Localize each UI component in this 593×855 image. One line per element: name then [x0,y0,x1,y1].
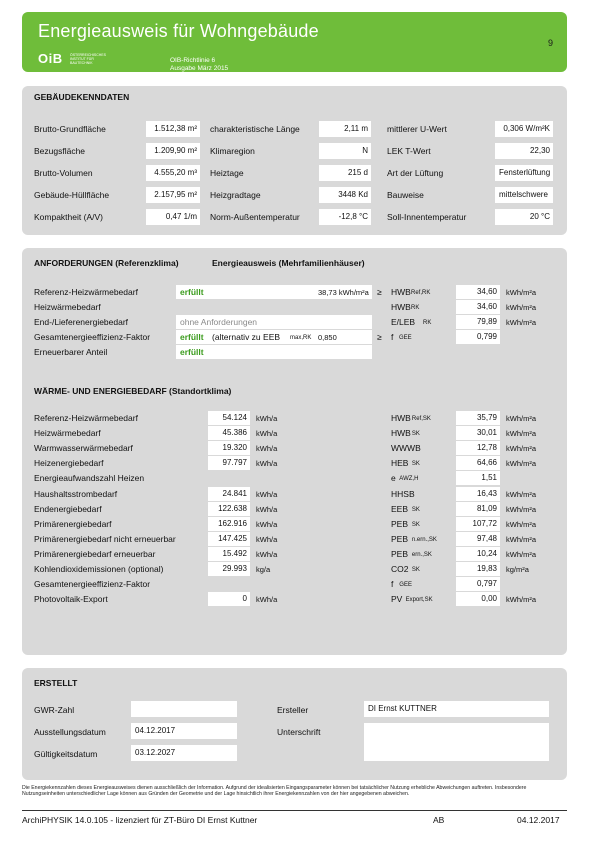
indicator-value: 34,60 [456,285,500,299]
requirement-status-box [176,345,372,359]
energy-unit: kWh/a [256,550,278,559]
energy-unit: kg/a [256,565,271,574]
energy-indicator-code: e [391,473,396,483]
building-field-label: Heiztage [210,168,244,178]
comparison-sign: ≥ [377,332,382,342]
requirement-label: Erneuerbarer Anteil [34,347,108,357]
energy-value: 54.124 [208,411,250,425]
energy-indicator-code: EEB [391,504,409,514]
energy-indicator-value: 64,66 [456,456,500,470]
energy-label: Heizwärmebedarf [34,428,101,438]
gwr-label: GWR-Zahl [34,705,75,715]
building-field-value: N [319,143,371,159]
creator-field: DI Ernst KUTTNER [364,701,549,717]
energy-label: Endenergiebedarf [34,504,102,514]
energy-label: Energieaufwandszahl Heizen [34,473,145,483]
building-field-label: Brutto-Grundfläche [34,124,106,134]
energy-indicator-value: 107,72 [456,517,500,531]
energy-indicator-value: 16,43 [456,487,500,501]
indicator-sub: GEE [399,335,412,341]
created-heading: ERSTELLT [34,678,78,688]
energy-label: Kohlendioxidemissionen (optional) [34,564,164,574]
logo-tagline: ÖSTERREICHISCHES INSTITUT FÜR BAUTECHNIK [70,53,106,65]
energy-label: Warmwasserwärmebedarf [34,443,133,453]
energy-indicator-sub: ern.,SK [411,552,432,558]
energy-indicator-value: 0,00 [456,592,500,606]
guideline-info: OIB-Richtlinie 6 Ausgabe März 2015 [170,57,229,72]
indicator-value: 79,89 [456,315,500,329]
energy-label: Heizenergiebedarf [34,458,104,468]
energy-indicator-sub: AWZ,H [399,476,419,482]
building-field-label: Brutto-Volumen [34,168,93,178]
building-field-value: Fensterlüftung [495,165,553,181]
indicator-unit: kWh/m²a [506,303,536,312]
energy-indicator-sub: Ref,SK [411,416,431,422]
energy-indicator-code: HWB [391,428,411,438]
indicator-unit: kWh/m²a [506,288,536,297]
energy-value: 162.916 [208,517,250,531]
disclaimer-footnote: Die Energiekennzahlen dieses Energieausweises dienen ausschließlich der Information. Aufgrund der idealisierten Eingangsparameter können bei tatsächlicher Nutzung erhebliche Abweichungen auftreten. Insbesondere Nutzungseinheiten unterschiedlicher Lage können aus Gründen der Geometrie und der Lage hinsichtlich ihrer Energiekennzahlen von der hier angegebenen abweichen. [22,785,527,798]
energy-indicator-sub: SK [411,507,420,513]
energy-value: 15.492 [208,547,250,561]
building-field-value: 22,30 [495,143,553,159]
energy-indicator-value: 19,83 [456,562,500,576]
energy-label: Primärenergiebedarf erneuerbar [34,549,156,559]
indicator-sub: RK [411,305,420,311]
energy-indicator-sub: SK [411,567,420,573]
signature-field [364,723,549,761]
building-field-value: -12,8 °C [319,209,371,225]
energy-indicator-value: 35,79 [456,411,500,425]
requirement-label: Referenz-Heizwärmebedarf [34,287,138,297]
page-footer [22,810,567,825]
energy-label: Primärenergiebedarf nicht erneuerbar [34,534,176,544]
building-field-label: Klimaregion [210,146,255,156]
footer-mid: AB [433,815,445,825]
energy-indicator-unit: kWh/m²a [506,444,536,453]
building-field-label: Heizgradtage [210,190,261,200]
energy-indicator-code: PEB [391,534,409,544]
building-field-label: Gebäude-Hüllfläche [34,190,110,200]
energy-unit: kWh/a [256,535,278,544]
energy-indicator-unit: kWh/m²a [506,595,536,604]
energy-indicator-value: 30,01 [456,426,500,440]
indicator-value: 0,799 [456,330,500,344]
energy-indicator-sub: GEE [399,582,412,588]
energy-indicator-unit: kWh/m²a [506,414,536,423]
requirement-status: erfüllt [180,287,204,297]
energy-value: 29.993 [208,562,250,576]
requirement-alt-note: (alternativ zu EEB [212,332,281,342]
page-number: 9 [547,38,553,48]
issue-date-label: Ausstellungsdatum [34,727,106,737]
energy-indicator-sub: SK [411,461,420,467]
energy-unit: kWh/a [256,520,278,529]
valid-date-field: 03.12.2027 [131,745,237,761]
building-field-value: 2.157,95 m² [146,187,200,203]
energy-unit: kWh/a [256,459,278,468]
oib-logo: OiB ÖSTERREICHISCHES INSTITUT FÜR BAUTECHNIK [38,51,63,66]
energy-demand-heading: WÄRME- UND ENERGIEBEDARF (Standortklima) [34,386,232,396]
energy-indicator-unit: kWh/m²a [506,535,536,544]
building-field-value: 215 d [319,165,371,181]
requirement-status: erfüllt [180,347,204,357]
building-field-label: Bauweise [387,190,424,200]
requirement-label: Gesamtenergieeffizienz-Faktor [34,332,151,342]
energy-value: 147.425 [208,532,250,546]
energy-indicator-code: f [391,579,394,589]
energy-indicator-unit: kWh/m²a [506,550,536,559]
energy-indicator-unit: kWh/m²a [506,459,536,468]
building-field-value: 1.512,38 m² [146,121,200,137]
energy-indicator-code: PEB [391,519,409,529]
building-field-value: 2,11 m [319,121,371,137]
energy-indicator-code: HHSB [391,489,415,499]
energy-indicator-value: 97,48 [456,532,500,546]
energy-indicator-value: 0,797 [456,577,500,591]
energy-value: 97.797 [208,456,250,470]
energy-indicator-code: HWB [391,413,411,423]
building-field-label: mittlerer U-Wert [387,124,447,134]
energy-indicator-value: 12,78 [456,441,500,455]
building-field-label: charakteristische Länge [210,124,300,134]
energy-indicator-value: 1,51 [456,471,500,485]
building-field-label: LEK T-Wert [387,146,431,156]
building-field-value: mittelschwere [495,187,553,203]
energy-unit: kWh/a [256,505,278,514]
requirements-subheading: Energieausweis (Mehrfamilienhäuser) [212,258,365,268]
software-credit: ArchiPHYSIK 14.0.105 - lizenziert für ZT-Büro DI Ernst Kuttner [22,815,258,825]
creator-label: Ersteller [277,705,309,715]
energy-indicator-sub: n.ern.,SK [411,537,437,543]
signature-label: Unterschrift [277,727,321,737]
requirement-status: erfüllt [180,332,204,342]
requirements-heading: ANFORDERUNGEN (Referenzklima) [34,258,179,268]
indicator-unit: kWh/m²a [506,318,536,327]
energy-value: 19.320 [208,441,250,455]
energy-indicator-unit: kWh/m²a [506,490,536,499]
energy-label: Haushaltsstrombedarf [34,489,118,499]
header-banner [22,12,567,72]
building-field-value: 20 °C [495,209,553,225]
energy-indicator-code: PV [391,594,403,604]
energy-label: Photovoltaik-Export [34,594,108,604]
energy-indicator-code: PEB [391,549,409,559]
energy-indicator-unit: kWh/m²a [506,520,536,529]
energy-label: Gesamtenergieeffizienz-Faktor [34,579,151,589]
energy-indicator-unit: kWh/m²a [506,505,536,514]
energy-value: 24.841 [208,487,250,501]
energy-unit: kWh/a [256,429,278,438]
energy-indicator-unit: kWh/m²a [506,429,536,438]
requirement-label: Heizwärmebedarf [34,302,101,312]
requirement-alt-sub: max,RK [290,335,312,341]
indicator-code: HWB [391,287,411,297]
energy-indicator-code: WWWB [391,443,421,453]
page-title: Energieausweis für Wohngebäude [38,21,319,41]
indicator-code: HWB [391,302,411,312]
valid-date-label: Gültigkeitsdatum [34,749,98,759]
energy-unit: kWh/a [256,414,278,423]
building-field-label: Kompaktheit (A/V) [34,212,103,222]
energy-indicator-sub: Export,SK [405,597,433,603]
energy-unit: kWh/a [256,595,278,604]
energy-value: 0 [208,592,250,606]
building-data-heading: GEBÄUDEKENNDATEN [34,92,130,102]
building-field-label: Bezugsfläche [34,146,86,156]
energy-indicator-value: 81,09 [456,502,500,516]
energy-indicator-sub: SK [411,522,420,528]
indicator-value: 34,60 [456,300,500,314]
indicator-sub: Ref,RK [411,290,431,296]
requirement-value: 38,73 kWh/m²a [318,288,369,297]
requirement-alt-value: 0,850 [318,333,337,342]
footer-date: 04.12.2017 [517,815,560,825]
energy-indicator-value: 10,24 [456,547,500,561]
energy-label: Referenz-Heizwärmebedarf [34,413,138,423]
building-field-value: 0,47 1/m [146,209,200,225]
energy-value: 122.638 [208,502,250,516]
building-field-label: Norm-Außentemperatur [210,212,300,222]
energy-indicator-code: HEB [391,458,409,468]
issue-date-field: 04.12.2017 [131,723,237,739]
indicator-code: E/LEB [391,317,416,327]
indicator-code: f [391,332,394,342]
energy-indicator-unit: kg/m²a [506,565,529,574]
building-field-label: Art der Lüftung [387,168,444,178]
building-field-value: 0,306 W/m²K [495,121,553,137]
energy-indicator-sub: SK [411,431,420,437]
building-field-value: 4.555,20 m³ [146,165,200,181]
building-field-value: 3448 Kd [319,187,371,203]
building-field-value: 1.209,90 m² [146,143,200,159]
requirement-status: ohne Anforderungen [180,317,258,327]
energy-unit: kWh/a [256,490,278,499]
energy-label: Primärenergiebedarf [34,519,112,529]
gwr-field [131,701,237,717]
indicator-sub: RK [423,320,432,326]
energy-unit: kWh/a [256,444,278,453]
energy-indicator-code: CO2 [391,564,409,574]
energy-value: 45.386 [208,426,250,440]
building-field-label: Soll-Innentemperatur [387,212,467,222]
comparison-sign: ≥ [377,287,382,297]
requirement-label: End-/Lieferenergiebedarf [34,317,129,327]
